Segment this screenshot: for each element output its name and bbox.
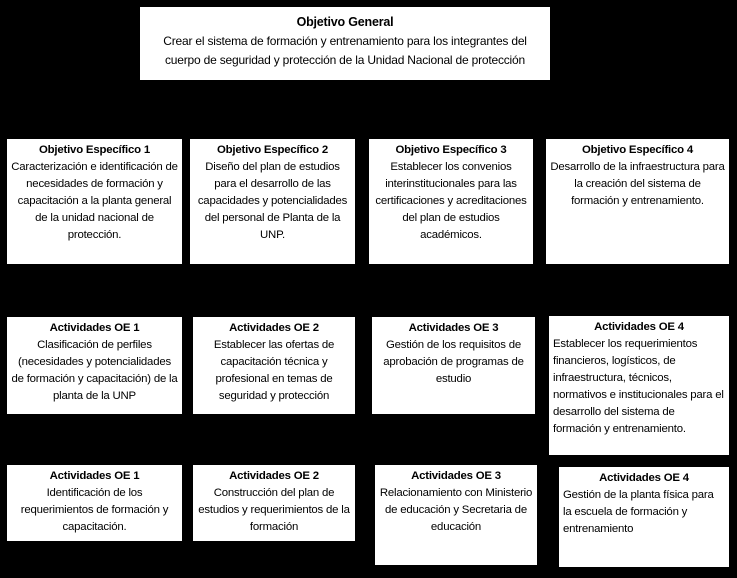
specific-objective-1-text: Caracterización e identificación de necesidades de formación y capacitación a la planta general de la unidad nacional de protección. <box>11 161 178 241</box>
activities-2-oe3-text: Relacionamiento con Ministerio de educación y Secretaria de educación <box>379 487 533 533</box>
activities-1-oe3-title: Actividades OE 3 <box>408 322 499 334</box>
specific-objective-4-box <box>546 139 729 264</box>
activities-2-oe4-box <box>559 467 729 567</box>
activities-2-oe3-box <box>375 465 537 565</box>
activities-2-oe4-text: Gestión de la planta física para la escuela de formación y entrenamiento <box>563 489 714 535</box>
activities-2-oe4-title: Actividades OE 4 <box>599 472 689 484</box>
activities-2-oe2-box <box>193 465 355 541</box>
specific-objective-4-text: Desarrollo de la infraestructura para la creación del sistema de formación y entrenamiento. <box>550 161 725 207</box>
specific-objective-2-box <box>190 139 355 264</box>
activities-1-oe2-box <box>193 317 355 414</box>
activities-1-oe2-text: Establecer las ofertas de capacitación técnica y profesional en temas de seguridad y protección <box>213 339 335 402</box>
specific-objective-1-title: Objetivo Específico 1 <box>38 144 150 156</box>
activities-2-oe1-text: Identificación de los requerimientos de formación y capacitación. <box>20 487 169 533</box>
activities-1-oe1-title: Actividades OE 1 <box>49 322 140 334</box>
activities-1-oe4-box <box>549 316 729 455</box>
activities-1-oe3-box <box>372 317 535 414</box>
specific-objective-3-box <box>369 139 533 264</box>
activities-2-oe2-title: Actividades OE 2 <box>229 470 319 482</box>
activities-2-oe2-text: Construcción del plan de estudios y requerimientos de la formación <box>198 487 350 533</box>
activities-1-oe3-text: Gestión de los requisitos de aprobación de programas de estudio <box>383 339 524 385</box>
activities-2-oe3-title: Actividades OE 3 <box>411 470 501 482</box>
general-objective-text: Crear el sistema de formación y entrenamiento para los integrantes del cuerpo de seguridad y protección de la Unidad Nacional de protección <box>163 34 527 67</box>
specific-objective-3-text: Establecer los convenios interinstitucionales para las certificaciones y acreditaciones del plan de estudios académicos. <box>375 161 527 241</box>
specific-objective-4-title: Objetivo Específico 4 <box>581 144 693 156</box>
activities-1-oe1-box <box>7 317 182 414</box>
specific-objective-2-text: Diseño del plan de estudios para el desarrollo de las capacidades y potencialidades del personal de Planta de la UNP. <box>197 161 348 241</box>
specific-objective-3-title: Objetivo Específico 3 <box>395 144 507 156</box>
general-objective-title: Objetivo General <box>296 15 394 29</box>
activities-2-oe1-title: Actividades OE 1 <box>49 470 140 482</box>
activities-1-oe4-text: Establecer los requerimientos financieros, logísticos, de infraestructura, técnicos, normativos e institucionales para el desarrollo del sistema de formación y entrenamiento. <box>553 338 724 435</box>
general-objective-box <box>140 7 550 80</box>
activities-1-oe2-title: Actividades OE 2 <box>229 322 319 334</box>
specific-objective-1-box <box>7 139 182 264</box>
activities-2-oe1-box <box>7 465 182 541</box>
specific-objective-2-title: Objetivo Específico 2 <box>216 144 328 156</box>
activities-1-oe1-text: Clasificación de perfiles (necesidades y potencialidades de formación y capacitación) de la planta de la UNP <box>11 339 178 402</box>
activities-1-oe4-title: Actividades OE 4 <box>594 321 684 333</box>
